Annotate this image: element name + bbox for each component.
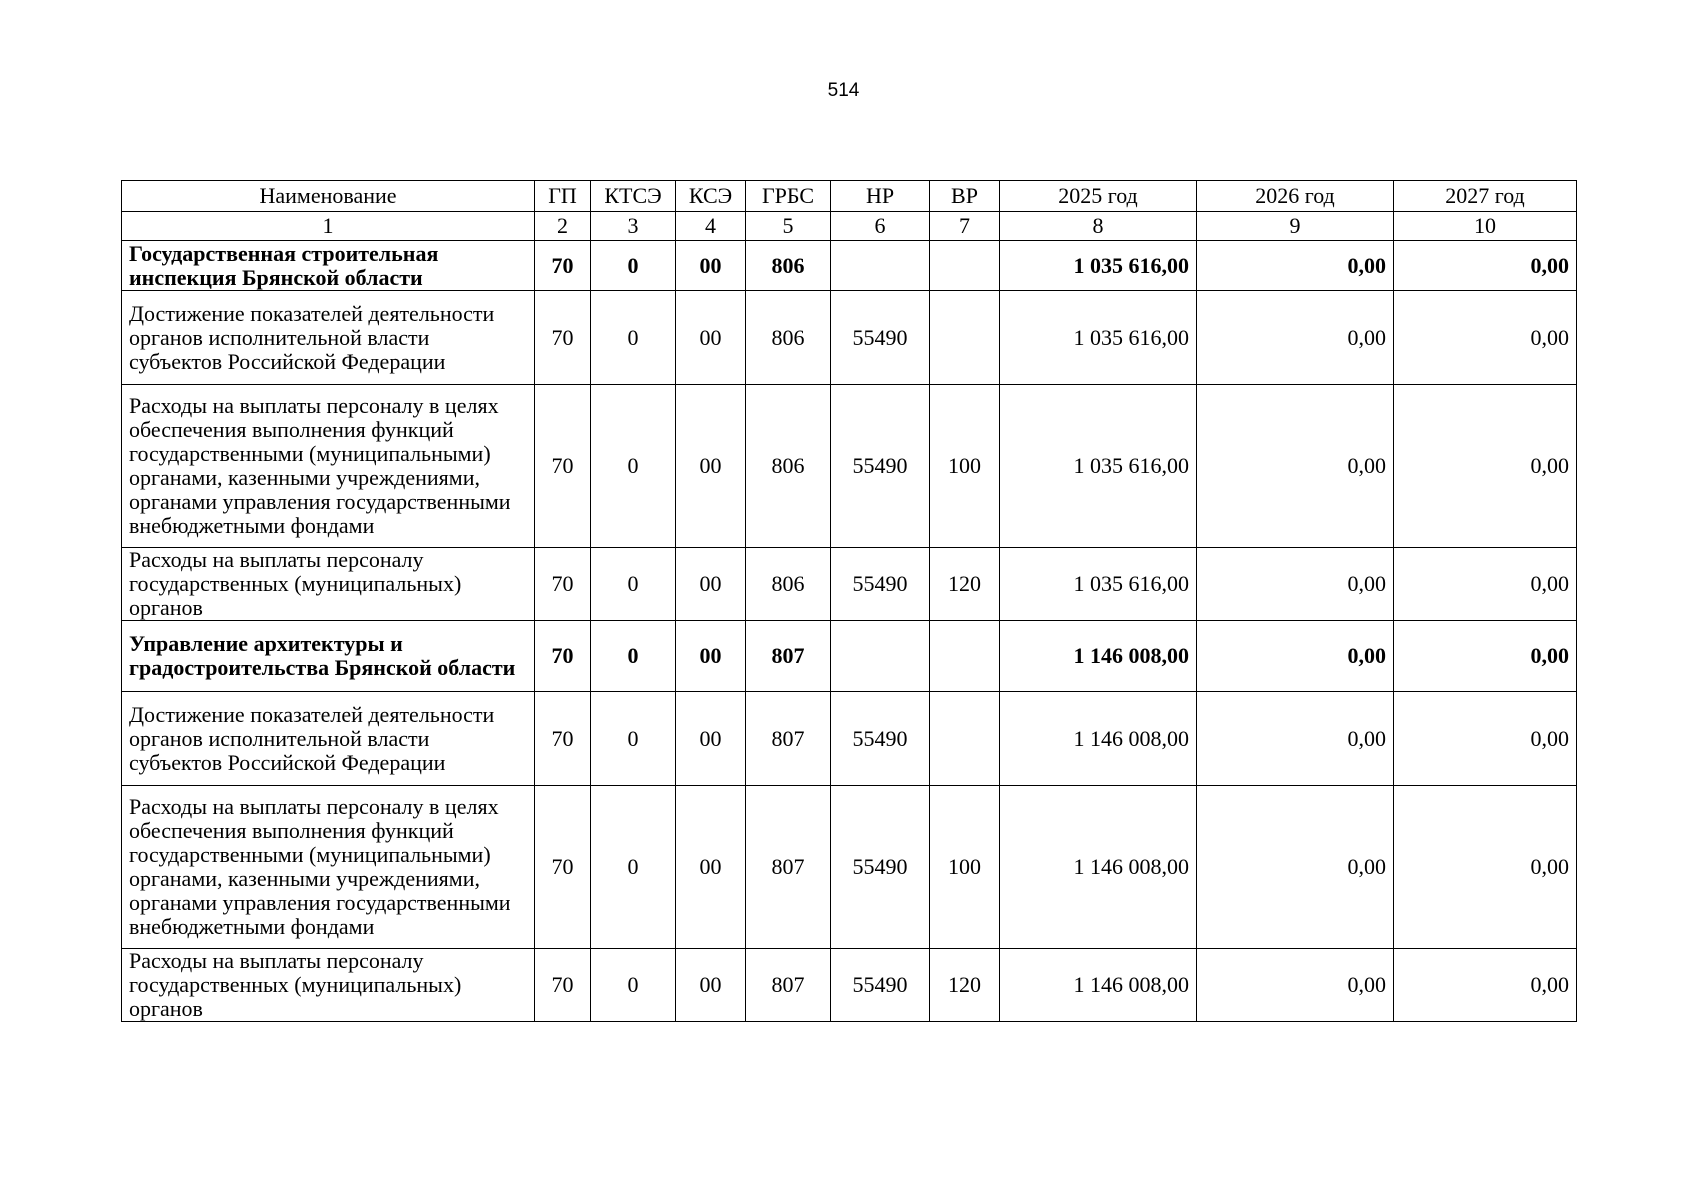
row-nr: 55490 (831, 786, 930, 949)
row-amount-2025: 1 146 008,00 (1000, 786, 1197, 949)
column-number: 1 (122, 212, 535, 241)
row-ktse: 0 (591, 548, 676, 621)
table-row (122, 786, 1577, 949)
row-name: Расходы на выплаты персоналу в целях обеспечения выполнения функций государственными (муниципальными) органами, казенными учреждениями, органами управления государственными внебюджетными фондами (122, 385, 535, 548)
header-ktse: КТСЭ (591, 181, 676, 212)
row-nr: 55490 (831, 385, 930, 548)
row-grbs: 807 (746, 621, 831, 692)
row-ktse: 0 (591, 949, 676, 1022)
row-name: Государственная строительная инспекция Брянской области (122, 241, 535, 291)
row-vr: 100 (930, 786, 1000, 949)
column-number: 7 (930, 212, 1000, 241)
row-kse: 00 (676, 621, 746, 692)
row-kse: 00 (676, 241, 746, 291)
column-number: 5 (746, 212, 831, 241)
row-vr: 120 (930, 949, 1000, 1022)
row-gp: 70 (535, 949, 591, 1022)
header-vr: ВР (930, 181, 1000, 212)
row-gp: 70 (535, 692, 591, 786)
row-grbs: 807 (746, 949, 831, 1022)
row-gp: 70 (535, 241, 591, 291)
row-nr: 55490 (831, 548, 930, 621)
row-grbs: 806 (746, 385, 831, 548)
row-kse: 00 (676, 949, 746, 1022)
row-ktse: 0 (591, 241, 676, 291)
header-kse: КСЭ (676, 181, 746, 212)
row-amount-2025: 1 035 616,00 (1000, 241, 1197, 291)
column-number: 4 (676, 212, 746, 241)
row-amount-2027: 0,00 (1394, 949, 1577, 1022)
row-name: Достижение показателей деятельности органов исполнительной власти субъектов Российской Федерации (122, 692, 535, 786)
column-number: 9 (1197, 212, 1394, 241)
column-number: 2 (535, 212, 591, 241)
budget-table (121, 180, 1577, 1022)
header-gp: ГП (535, 181, 591, 212)
table-row (122, 241, 1577, 291)
table-row (122, 621, 1577, 692)
row-name: Управление архитектуры и градостроительства Брянской области (122, 621, 535, 692)
table-row (122, 548, 1577, 621)
column-number: 10 (1394, 212, 1577, 241)
row-nr: 55490 (831, 291, 930, 385)
row-gp: 70 (535, 786, 591, 949)
row-amount-2025: 1 146 008,00 (1000, 949, 1197, 1022)
row-gp: 70 (535, 621, 591, 692)
row-vr (930, 621, 1000, 692)
row-amount-2026: 0,00 (1197, 621, 1394, 692)
row-ktse: 0 (591, 621, 676, 692)
row-amount-2027: 0,00 (1394, 621, 1577, 692)
row-name: Достижение показателей деятельности органов исполнительной власти субъектов Российской Федерации (122, 291, 535, 385)
row-name: Расходы на выплаты персоналу в целях обеспечения выполнения функций государственными (муниципальными) органами, казенными учреждениями, органами управления государственными внебюджетными фондами (122, 786, 535, 949)
table-row (122, 949, 1577, 1022)
row-nr (831, 621, 930, 692)
header-name: Наименование (122, 181, 535, 212)
row-amount-2025: 1 035 616,00 (1000, 385, 1197, 548)
row-amount-2025: 1 146 008,00 (1000, 692, 1197, 786)
header-2027: 2027 год (1394, 181, 1577, 212)
row-grbs: 806 (746, 241, 831, 291)
header-row (122, 181, 1577, 212)
row-vr (930, 692, 1000, 786)
row-kse: 00 (676, 548, 746, 621)
row-ktse: 0 (591, 786, 676, 949)
header-2025: 2025 год (1000, 181, 1197, 212)
row-amount-2026: 0,00 (1197, 548, 1394, 621)
row-vr: 120 (930, 548, 1000, 621)
row-amount-2027: 0,00 (1394, 241, 1577, 291)
row-grbs: 807 (746, 692, 831, 786)
column-number: 6 (831, 212, 930, 241)
row-ktse: 0 (591, 291, 676, 385)
table-body (122, 241, 1577, 1022)
row-amount-2027: 0,00 (1394, 385, 1577, 548)
row-amount-2026: 0,00 (1197, 385, 1394, 548)
row-gp: 70 (535, 385, 591, 548)
row-nr (831, 241, 930, 291)
column-number: 3 (591, 212, 676, 241)
header-grbs: ГРБС (746, 181, 831, 212)
row-grbs: 807 (746, 786, 831, 949)
column-number-row (122, 212, 1577, 241)
row-kse: 00 (676, 692, 746, 786)
page-number: 514 (827, 80, 860, 101)
header-nr: НР (831, 181, 930, 212)
row-amount-2027: 0,00 (1394, 548, 1577, 621)
table-row (122, 692, 1577, 786)
row-amount-2026: 0,00 (1197, 241, 1394, 291)
row-amount-2025: 1 035 616,00 (1000, 291, 1197, 385)
row-kse: 00 (676, 291, 746, 385)
table-row (122, 291, 1577, 385)
column-number: 8 (1000, 212, 1197, 241)
table-row (122, 385, 1577, 548)
row-nr: 55490 (831, 692, 930, 786)
header-2026: 2026 год (1197, 181, 1394, 212)
row-nr: 55490 (831, 949, 930, 1022)
row-amount-2026: 0,00 (1197, 692, 1394, 786)
row-amount-2027: 0,00 (1394, 291, 1577, 385)
row-amount-2026: 0,00 (1197, 949, 1394, 1022)
row-amount-2027: 0,00 (1394, 692, 1577, 786)
row-ktse: 0 (591, 385, 676, 548)
row-vr (930, 241, 1000, 291)
row-vr: 100 (930, 385, 1000, 548)
row-amount-2026: 0,00 (1197, 291, 1394, 385)
row-amount-2027: 0,00 (1394, 786, 1577, 949)
row-kse: 00 (676, 385, 746, 548)
row-amount-2026: 0,00 (1197, 786, 1394, 949)
row-gp: 70 (535, 291, 591, 385)
row-vr (930, 291, 1000, 385)
row-grbs: 806 (746, 291, 831, 385)
row-gp: 70 (535, 548, 591, 621)
row-amount-2025: 1 035 616,00 (1000, 548, 1197, 621)
row-name: Расходы на выплаты персоналу государственных (муниципальных) органов (122, 949, 535, 1022)
row-name: Расходы на выплаты персоналу государственных (муниципальных) органов (122, 548, 535, 621)
row-amount-2025: 1 146 008,00 (1000, 621, 1197, 692)
row-kse: 00 (676, 786, 746, 949)
row-grbs: 806 (746, 548, 831, 621)
row-ktse: 0 (591, 692, 676, 786)
